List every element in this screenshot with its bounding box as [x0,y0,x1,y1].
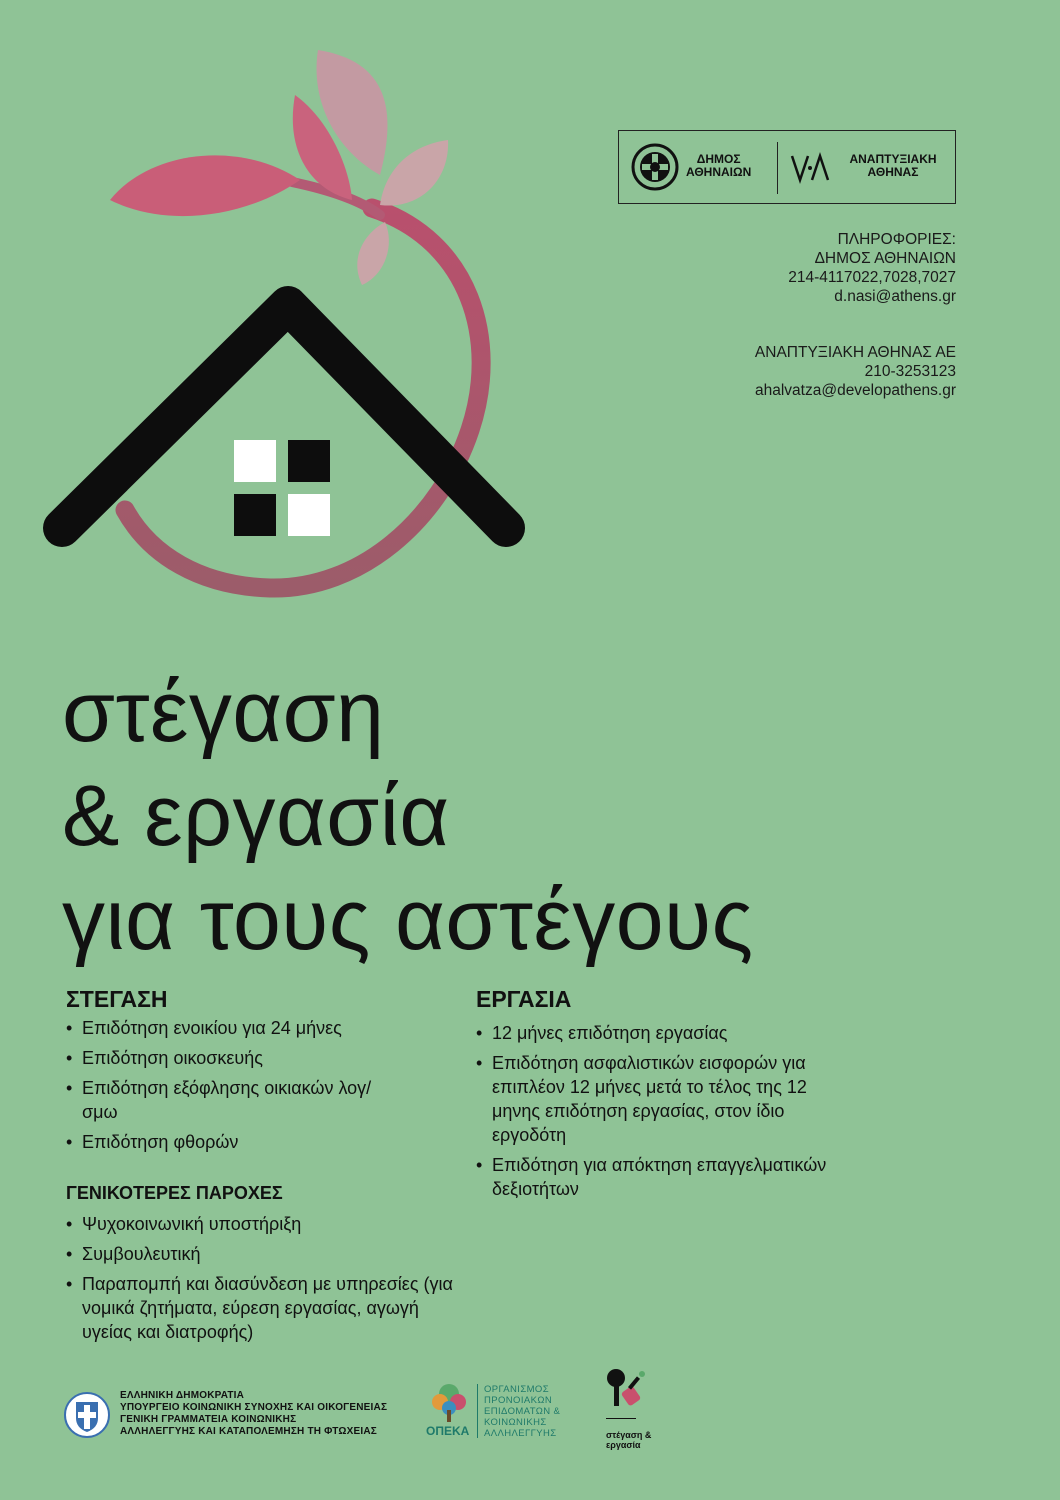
window-pane-bl [234,494,276,536]
title-line2: & εργασία [62,768,450,864]
opeka-divider [477,1384,478,1438]
dimos-line2: ΑΘΗΝΑΙΩΝ [686,165,752,179]
program-key-icon [602,1366,652,1412]
ministry-line2: ΥΠΟΥΡΓΕΙΟ ΚΟΙΝΩΝΙΚΗ ΣΥΝΟΧΗΣ ΚΑΙ ΟΙΚΟΓΕΝΕΙΑΣ [120,1402,388,1413]
opeka-name: ΟΠΕΚΑ [426,1424,470,1438]
leaf-right [380,140,448,206]
anapt-phone: 210-3253123 [864,363,956,380]
logo-divider [777,142,778,194]
genikoteres-heading: ΓΕΝΙΚΟΤΕΡΕΣ ΠΑΡΟΧΕΣ [66,1183,283,1203]
genikoteres-section [66,1183,486,1350]
list-item: • 12 μήνες επιδότηση εργασίας [476,1021,836,1045]
list-item: • Επιδότηση ενοικίου για 24 μήνες [66,1016,406,1040]
anapt-name: ΑΝΑΠΤΥΞΙΑΚΗ ΑΘΗΝΑΣ ΑΕ [754,344,956,361]
list-item: • Επιδότηση φθορών [66,1130,406,1154]
opeka-tree-icon [428,1380,470,1424]
ergasia-list [476,1021,836,1201]
ministry-line3: ΓΕΝΙΚΗ ΓΡΑΜΜΑΤΕΙΑ ΚΟΙΝΩΝΙΚΗΣ [120,1414,297,1425]
list-item: • Επιδότηση για απόκτηση επαγγελματικών δεξιοτήτων [476,1153,836,1201]
contact-label: ΠΛΗΡΟΦΟΡΙΕΣ: [837,231,956,248]
opeka-line1: ΟΡΓΑΝΙΣΜΟΣ [484,1384,549,1395]
contact-dimos [788,230,956,306]
list-item: • Συμβουλευτική [66,1242,471,1266]
list-item: • Ψυχοκοινωνική υποστήριξη [66,1212,471,1236]
stegasi-section [66,986,466,1160]
list-item: • Επιδότηση εξόφλησης οικιακών λογ/σμω [66,1076,406,1124]
anaptyxiaki-logo-icon [790,152,832,184]
program-line2: εργασία [606,1440,641,1450]
dimos-athinaion-emblem-icon [630,142,680,192]
window-pane-br [288,494,330,536]
anapt-email: ahalvatza@developathens.gr [754,382,956,399]
title-line3: για τους αστέγους [62,872,754,968]
anaptyxiaki-line2: ΑΘΗΝΑΣ [867,165,919,179]
list-item: • Επιδότηση ασφαλιστικών εισφορών για επιπλέον 12 μήνες μετά το τέλος της 12 μηνης επιδότηση εργασίας, στον ίδιο εργοδότη [476,1051,836,1147]
ministry-line4: ΑΛΛΗΛΕΓΓΥΗΣ ΚΑΙ ΚΑΤΑΠΟΛΕΜΗΣΗ ΤΗ ΦΤΩΧΕΙΑΣ [120,1426,377,1437]
stegasi-list [66,1016,406,1154]
title-line1: στέγαση [62,664,385,760]
genikoteres-list [66,1212,471,1344]
program-underline [606,1418,636,1419]
stegasi-heading: ΣΤΕΓΑΣΗ [66,986,168,1012]
ergasia-section [476,986,856,1207]
list-item: • Παραπομπή και διασύνδεση με υπηρεσίες (για νομικά ζητήματα, εύρεση εργασίας, αγωγή υγείας και διατροφής) [66,1272,471,1344]
window-pane-tr [288,440,330,482]
dimos-phone: 214-4117022,7028,7027 [788,269,956,286]
contact-anaptyxiaki [755,343,956,400]
opeka-line2: ΠΡΟΝΟΙΑΚΩΝ [484,1395,553,1406]
dimos-email: d.nasi@athens.gr [834,288,956,305]
greek-coat-of-arms-icon [62,1390,112,1440]
anaptyxiaki-logo-text [836,153,950,179]
leaf-large [110,155,300,216]
program-line1: στέγαση & [606,1430,652,1440]
anaptyxiaki-line1: ΑΝΑΠΤΥΞΙΑΚΗ [849,152,937,166]
window-pane-tl [234,440,276,482]
ergasia-heading: ΕΡΓΑΣΙΑ [476,986,572,1012]
opeka-line3: ΕΠΙΔΟΜΑΤΩΝ & [484,1406,561,1417]
poster-title [62,660,754,972]
opeka-line5: ΑΛΛΗΛΕΓΓΥΗΣ [484,1428,557,1439]
dimos-logo-text [686,153,751,179]
program-text [606,1430,651,1450]
ministry-line1: ΕΛΛΗΝΙΚΗ ΔΗΜΟΚΡΑΤΙΑ [120,1390,245,1401]
list-item: • Επιδότηση οικοσκευής [66,1046,406,1070]
opeka-line4: ΚΟΙΝΩΝΙΚΗΣ [484,1417,547,1428]
dimos-line1: ΔΗΜΟΣ [696,152,741,166]
leaf-small [357,222,389,285]
dimos-name: ΔΗΜΟΣ ΑΘΗΝΑΙΩΝ [814,250,956,267]
ministry-text [120,1390,387,1438]
opeka-text [484,1384,560,1439]
house-illustration [0,0,560,640]
